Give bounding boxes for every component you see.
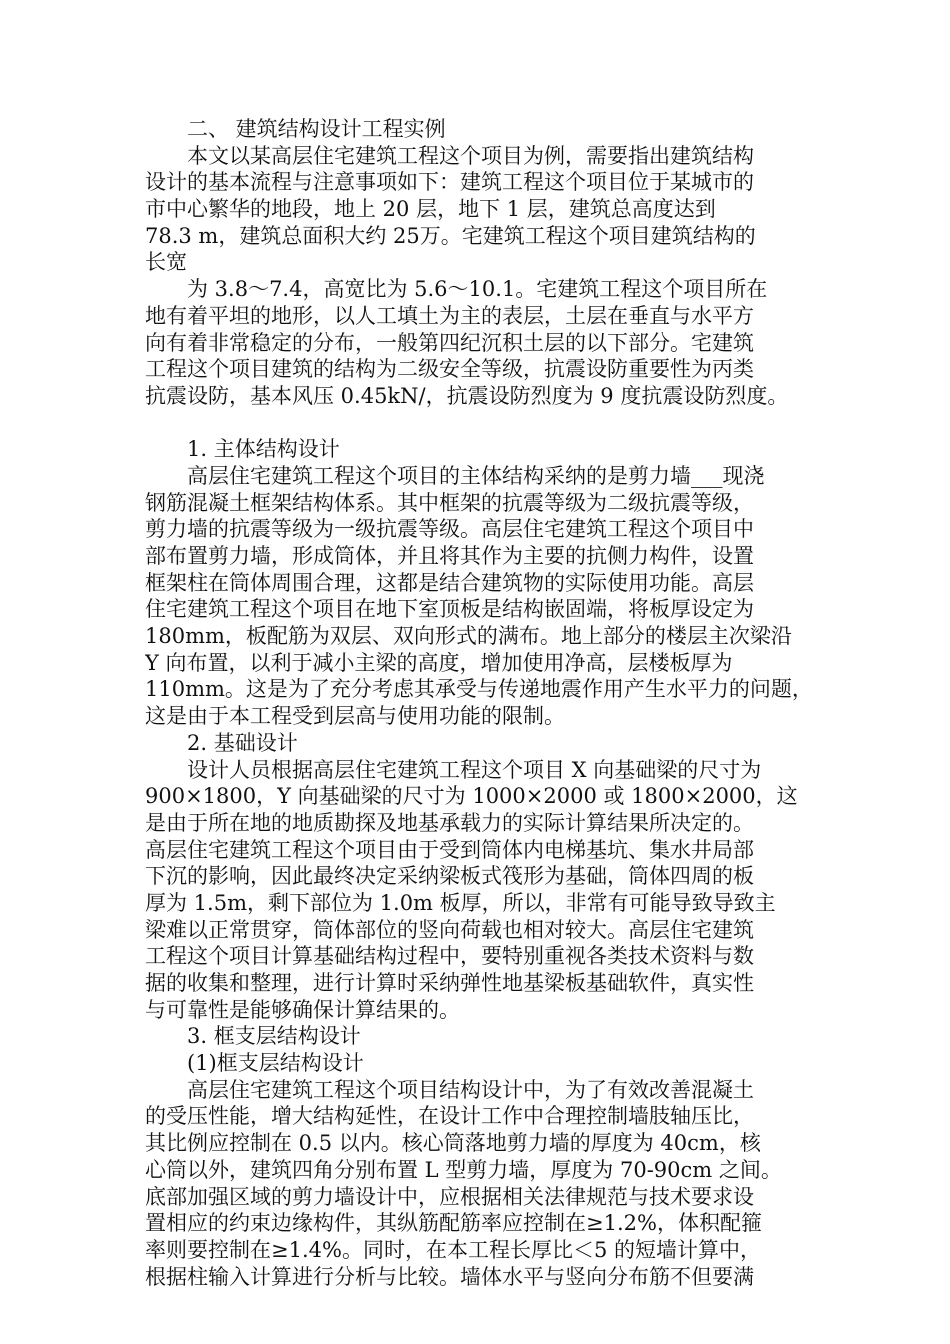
text-line: 设计的基本流程与注意事项如下：建筑工程这个项目位于某城市的	[145, 170, 754, 195]
text-line: 与可靠性是能够确保计算结果的。	[145, 997, 460, 1022]
text-line: 住宅建筑工程这个项目在地下室顶板是结构嵌固端，将板厚设定为	[145, 597, 754, 622]
text-line: 根据柱输入计算进行分析与比较。墙体水平与竖向分布筋不但要满	[145, 1264, 754, 1289]
text-line: 钢筋混凝土框架结构体系。其中框架的抗震等级为二级抗震等级，	[145, 490, 754, 515]
text-line: 是由于所在地的地质勘探及地基承载力的实际计算结果所决定的。	[145, 810, 754, 835]
text-line: 78.3 m，建筑总面积大约 25万。宅建筑工程这个项目建筑结构的	[145, 223, 756, 248]
text-line: 本文以某高层住宅建筑工程这个项目为例，需要指出建筑结构	[187, 143, 754, 168]
text-line: 市中心繁华的地段，地上 20 层，地下 1 层，建筑总高度达到	[145, 197, 716, 222]
text-line: 180mm，板配筋为双层、双向形式的满布。地上部分的楼层主次梁沿	[145, 624, 792, 649]
text-line: 下沉的影响，因此最终决定采纳梁板式筏形为基础，筒体四周的板	[145, 864, 754, 889]
text-line: 抗震设防，基本风压 0.45kN/，抗震设防烈度为 9 度抗震设防烈度。	[145, 383, 789, 408]
text-line: Y 向布置，以利于减小主梁的高度，增加使用净高，层楼板厚为	[145, 650, 733, 675]
text-line: 1. 主体结构设计	[187, 437, 340, 462]
text-line: 高层住宅建筑工程这个项目由于受到筒体内电梯基坑、集水井局部	[145, 837, 754, 862]
text-line: 底部加强区域的剪力墙设计中，应根据相关法律规范与技术要求设	[145, 1184, 754, 1209]
text-lines	[145, 116, 820, 1290]
text-line: 110mm。这是为了充分考虑其承受与传递地震作用产生水平力的问题，	[145, 677, 813, 702]
text-line: 据的收集和整理，进行计算时采纳弹性地基梁板基础软件，真实性	[145, 971, 754, 995]
text-line: 其比例应控制在 0.5 以内。核心筒落地剪力墙的厚度为 40cm，核	[145, 1131, 761, 1156]
text-line: 2. 基础设计	[187, 730, 298, 755]
text-line: 这是由于本工程受到层高与使用功能的限制。	[145, 704, 565, 729]
text-line: 3. 框支层结构设计	[187, 1024, 361, 1049]
text-line: 心筒以外，建筑四角分别布置 L 型剪力墙，厚度为 70-90cm 之间。	[145, 1157, 782, 1182]
document-body	[145, 116, 820, 1290]
text-line: 900×1800，Y 向基础梁的尺寸为 1000×2000 或 1800×2000，这	[145, 784, 798, 809]
text-line: 高层住宅建筑工程这个项目结构设计中，为了有效改善混凝土	[187, 1077, 754, 1102]
text-line: 工程这个项目建筑的结构为二级安全等级，抗震设防重要性为丙类	[145, 357, 754, 382]
text-line: 剪力墙的抗震等级为一级抗震等级。高层住宅建筑工程这个项目中	[145, 517, 754, 542]
text-line: 工程这个项目计算基础结构过程中，要特别重视各类技术资料与数	[145, 944, 754, 969]
blank-line	[145, 410, 820, 437]
text-line: 设计人员根据高层住宅建筑工程这个项目 X 向基础梁的尺寸为	[187, 757, 762, 782]
text-line: 高层住宅建筑工程这个项目的主体结构采纳的是剪力墙___现浇	[187, 463, 765, 488]
text-line: 率则要控制在≥1.4%。同时，在本工程长厚比＜5 的短墙计算中，	[145, 1237, 761, 1262]
text-line: 地有着平坦的地形，以人工填土为主的表层，土层在垂直与水平方	[145, 303, 754, 328]
text-line: 向有着非常稳定的分布，一般第四纪沉积土层的以下部分。宅建筑	[145, 330, 754, 355]
text-line: 的受压性能，增大结构延性，在设计工作中合理控制墙肢轴压比，	[145, 1104, 754, 1129]
text-line: 置相应的约束边缘构件，其纵筋配筋率应控制在≥1.2%，体积配箍	[145, 1211, 762, 1236]
text-line: 部布置剪力墙，形成筒体，并且将其作为主要的抗侧力构件，设置	[145, 544, 754, 568]
text-line: 二、 建筑结构设计工程实例	[187, 117, 446, 141]
text-line: 梁难以正常贯穿，筒体部位的竖向荷载也相对较大。高层住宅建筑	[145, 917, 754, 942]
text-line: 厚为 1.5m，剩下部位为 1.0m 板厚，所以，非常有可能导致导致主	[145, 890, 776, 915]
text-line: 框架柱在筒体周围合理，这都是结合建筑物的实际使用功能。高层	[145, 570, 754, 595]
text-line: (1)框支层结构设计	[187, 1051, 364, 1076]
text-line: 长宽	[145, 250, 187, 275]
text-line: 为 3.8～7.4，高宽比为 5.6～10.1。宅建筑工程这个项目所在	[187, 277, 768, 302]
